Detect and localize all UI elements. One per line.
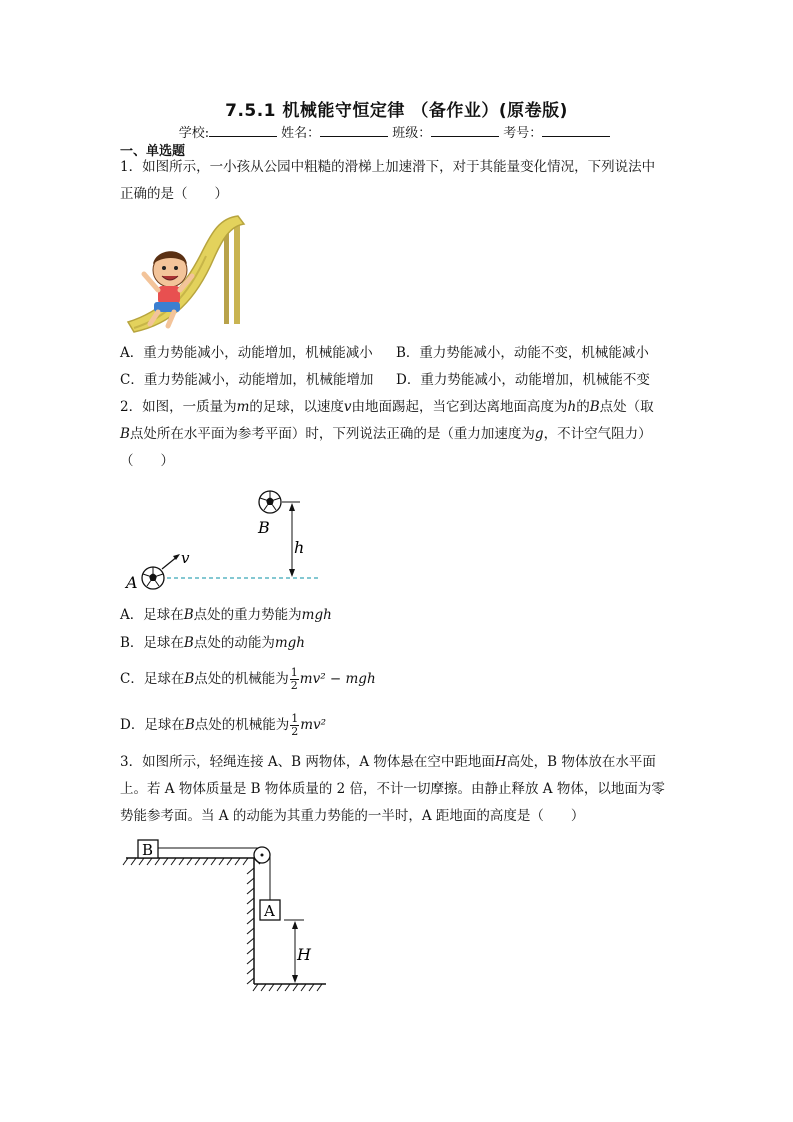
- ball-a: [142, 567, 164, 589]
- slide-post-back: [224, 230, 229, 324]
- q2-option-b: B．足球在B点处的动能为mgh: [120, 635, 305, 651]
- exam-no-label: 考号：: [503, 126, 543, 141]
- q3-stem-line2: 上。若 A 物体质量是 B 物体质量的 2 倍，不计一切摩擦。由静止释放 A 物体，以地面为零: [120, 781, 665, 797]
- page-title: 7.5.1 机械能守恒定律 （备作业）(原卷版): [225, 101, 568, 121]
- name-label: 姓名：: [281, 126, 321, 141]
- child-shirt: [158, 286, 180, 304]
- name-blank: [320, 124, 388, 137]
- class-label: 班级：: [392, 126, 432, 141]
- label-h: h: [294, 538, 305, 557]
- q3-stem-line3: 势能参考面。当 A 的动能为其重力势能的一半时，A 距地面的高度是（ ）: [120, 808, 585, 824]
- var-g: g: [534, 426, 544, 442]
- q2-stem-line1: 2．如图，一质量为m的足球，以速度v由地面踢起，当它到达离地面高度为h的B点处（取: [120, 399, 654, 415]
- slide-post-front: [234, 220, 240, 324]
- label-a: A: [264, 902, 275, 920]
- label-v: v: [181, 549, 190, 567]
- school-blank: [209, 124, 277, 137]
- var-m: m: [236, 399, 250, 415]
- var-h: h: [567, 399, 577, 415]
- q1-stem-line2: 正确的是（ ）: [120, 186, 228, 202]
- label-h: H: [297, 945, 311, 964]
- q2-ball-figure: [118, 486, 328, 596]
- q2-stem-line2: B点处所在水平面为参考平面）时，下列说法正确的是（重力加速度为g，不计空气阻力）: [120, 426, 652, 442]
- fraction-half: $\frac{1}{2}$: [290, 666, 298, 692]
- q1-option-a: A．重力势能减小，动能增加，机械能减小: [120, 345, 373, 361]
- label-b: B: [142, 841, 154, 859]
- q1-option-b: B．重力势能减小，动能不变，机械能减小: [396, 345, 649, 361]
- var-B: B: [589, 399, 600, 415]
- q2-option-c: C．足球在B点处的机械能为 $\frac{1}{2}$ mv² − mgh: [120, 666, 376, 692]
- q3-pulley-figure: [120, 836, 340, 996]
- exam-no-blank: [542, 124, 610, 137]
- label-a: A: [126, 573, 138, 592]
- ball-b: [259, 491, 281, 513]
- var-H: H: [494, 754, 507, 770]
- wall-hatch: [247, 868, 254, 984]
- q1-stem-line1: 1．如图所示，一小孩从公园中粗糙的滑梯上加速滑下，对于其能量变化情况，下列说法中: [120, 159, 656, 175]
- q1-slide-figure: [120, 212, 250, 337]
- var-v: v: [343, 399, 352, 415]
- label-b: B: [258, 518, 270, 537]
- table-hatch: [123, 858, 248, 865]
- ground-hatch: [253, 984, 322, 991]
- fraction-half: $\frac{1}{2}$: [291, 712, 299, 738]
- q1-option-c: C．重力势能减小，动能增加，机械能增加: [120, 372, 374, 388]
- student-info-row: [0, 122, 793, 141]
- q1-option-d: D．重力势能减小，动能增加，机械能不变: [396, 372, 650, 388]
- school-label: 学校:: [178, 126, 210, 141]
- class-blank: [431, 124, 499, 137]
- q2-option-a: A．足球在B点处的重力势能为mgh: [120, 607, 332, 623]
- q3-stem-line1: 3．如图所示，轻绳连接 A、B 两物体，A 物体悬在空中距地面H高处，B 物体放在水平面: [120, 754, 656, 770]
- q2-option-d: D．足球在B点处的机械能为 $\frac{1}{2}$ mv²: [120, 712, 327, 738]
- q2-stem-line3: （ ）: [120, 453, 174, 469]
- section-title: 一、单选题: [120, 144, 186, 159]
